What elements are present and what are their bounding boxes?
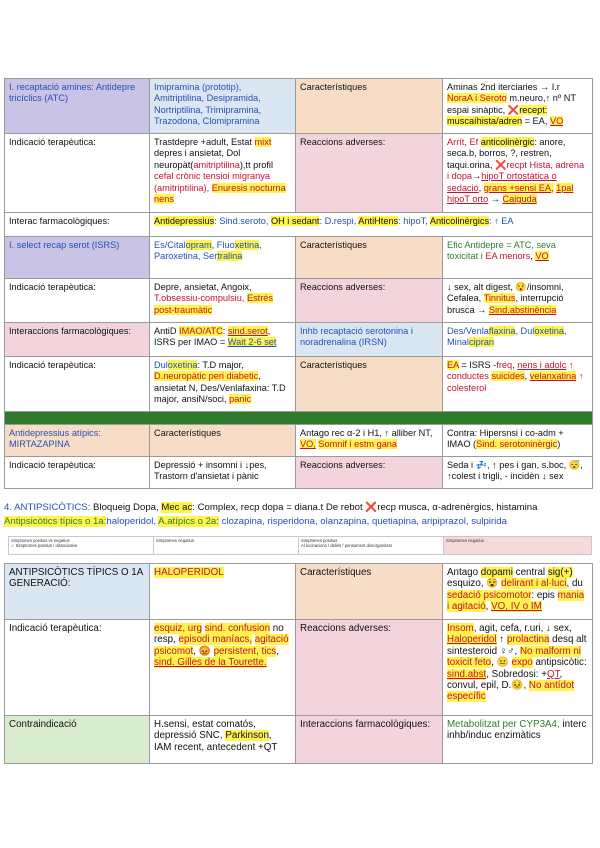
cell-irsn-drugs: Des/Venlaflaxina, Duloxetina, Minalcipran — [443, 323, 593, 357]
cell-contraindication: H.sensi, estat comatós, depressió SNC, Parkinson, IAM recent, antecedent +QT — [150, 716, 296, 764]
mini-cell-2: Simptomes negatius — [154, 537, 299, 554]
cell-atypical-indication-label: Indicació terapèutica: — [5, 457, 150, 489]
cell-irsn-characteristics: EA = ISRS -freq, nens i adolc ↑ conductes suicides, velanxatina ↑ colesterol — [443, 357, 593, 412]
table-antipsychotics — [4, 563, 592, 764]
cell-atc-adverse-label: Reaccions adverses: — [296, 134, 443, 213]
cell-isrs-adverse: ↓ sex, alt digest, 😯/insomni, Cefalea, Tinnitus, interrupció brusca → Sind.abstinència — [443, 279, 593, 323]
cell-atypical-label: Característiques — [150, 425, 296, 457]
cell-typical-interactions: Metabolitzat per CYP3A4, interc inhb/induc enzimàtics — [443, 716, 593, 764]
cell-typical-indication: esquiz, urg sind. confusion no resp, episodi maníacs, agitació psicomot, 😡 persistent, tics, sind. Gilles de la Tourette. — [150, 620, 296, 716]
cell-atypical-adverse: Seda i 💤, ↑ pes i gan, s.boc, 😴, ↑colest i trigli, - incidèn ↓ sex — [443, 457, 593, 489]
cell-typical-indication-label: Indicació terapèutica: — [5, 620, 150, 716]
cell-atypical-title: Antidepressius atípics: MIRTAZAPINA — [5, 425, 150, 457]
cell-typical-adverse-label: Reaccions adverses: — [296, 620, 443, 716]
cell-irsn-title: Inhb recaptació serotonina i noradrenalina (IRSN) — [296, 323, 443, 357]
cell-typical-label: Característiques — [296, 564, 443, 620]
cell-typical-characteristics: Antago dopami central sig(+) esquizo, 😵 delirant i al·luci, du sedació psicomotor: epis mania i agitació, VO, IV o IM — [443, 564, 593, 620]
cell-atc-interactions: Antidepressius: Sind.seroto, OH i sedant: D.respi, AntiHtens: hipoT, Anticolinèrgics: ↑ EA — [150, 213, 593, 237]
cell-irsn-indication: Duloxetina: T.D major, D.neuropàtic peri diabetic, ansietat N, Des/Venlafaxina: T.D major, ansiN/soci, panic — [150, 357, 296, 412]
cell-haloperidol: HALOPERIDOL — [150, 564, 296, 620]
cell-isrs-drugs: Es/Citalopram, Fluoxetina, Paroxetina, Sertralina — [150, 237, 296, 279]
cell-isrs-title: I. select recap serot (ISRS) — [5, 237, 150, 279]
section-antipsychotics-line1: 4. ANTIPSICÒTICS: Bloqueig Dopa, Mec ac: Complex, recp dopa = diana.t De rebot ❌recp musca, α-adrenèrgics, histamina — [4, 502, 538, 513]
cell-typical-interactions-label: Interaccions farmacològiques: — [296, 716, 443, 764]
cell-atypical-contra: Contra: Hipersnsi i co-adm + IMAO (Sind. serotoninèrgic) — [443, 425, 593, 457]
cell-atc-label: Característiques — [296, 79, 443, 134]
mini-symptom-table — [8, 536, 592, 555]
cell-irsn-label: Característiques — [296, 357, 443, 412]
cell-atc-characteristics: Aminas 2nd iterciaries → I.r NoraA i Seroto m.neuro,↑ nº NT espai sinàptic, ❌recept: muscaíhista/adren = EA, VO — [443, 79, 593, 134]
cell-atc-drugs: Imipramina (prototip), Amitriptilina, Desipramida, Nortriptilina, Trimipramina, Trazodona, Clomipramina — [150, 79, 296, 134]
cell-isrs-interactions: AntiD IMAO/ATC: sind.serot, ISRS per IMAO = Wait 2-6 set — [150, 323, 296, 357]
cell-isrs-label: Característiques — [296, 237, 443, 279]
cell-atypical-mechanism: Antago rec α-2 i H1, ↑ alliber NT, VO, Somnif i estm gana — [296, 425, 443, 457]
cell-isrs-adverse-label: Reaccions adverses: — [296, 279, 443, 323]
cell-isrs-characteristics: Efic Antidepre = ATC, seva toxicitat i EA menors, VO — [443, 237, 593, 279]
cell-atypical-adverse-label: Reaccions adverses: — [296, 457, 443, 489]
section-antipsychotics-line2: Antipsicòtics típics o 1a:haloperidol, A.atípics o 2a: clozapina, risperidona, olanzapina, quetiapina, aripiprazol, sulpirida — [4, 516, 507, 527]
mini-cell-1: Simptomes positius vs negatius ✓ Simptomes positius / dissociativa — [9, 537, 154, 554]
cell-atc-indication-label: Indicació terapèutica: — [5, 134, 150, 213]
cell-isrs-indication: Depre, ansietat, Angoix, T.obsessiu-compulsiu, Estrés post-traumàtic — [150, 279, 296, 323]
cell-atc-interactions-label: Interac farmacològiques: — [5, 213, 150, 237]
cell-atypical-indication: Depressió + insomni i ↓pes, Trastorn d'ansietat i pànic — [150, 457, 296, 489]
mini-cell-3: Simptomes positius Al·lucinacions / deliris / pensament desorganitzat — [299, 537, 444, 554]
cell-isrs-indication-label: Indicació terapèutica: — [5, 279, 150, 323]
cell-isrs-interactions-label: Interaccions farmacològiques: — [5, 323, 150, 357]
cell-atc-title: I. recaptació amines: Antidepre tricíclics (ATC) — [5, 79, 150, 134]
mini-cell-4: Simptomes negatius — [444, 537, 591, 554]
cell-atc-adverse: Arrít, Ef anticolinèrgic: anore, seca.b, borros, ?, restren, taqui.orina, ❌recpt Hista, adrena i dopa→hipoT ortostàtica o sedació, grans +sensi EA, 1pal hipoT orto → Caiguda — [443, 134, 593, 213]
table-antidepressants — [4, 78, 592, 489]
cell-contraindication-label: Contraindicació — [5, 716, 150, 764]
cell-atc-indication: Trastdepre +adult, Estat mixt depres i ansietat, Dol neuropàt(amitriptilina),tt profil cefal crònic tensioi migranya (amitriptilina), Enuresis nocturna nens — [150, 134, 296, 213]
cell-typical-title: ANTIPSICÒTICS TÍPICS O 1A GENERACIÓ: — [5, 564, 150, 620]
cell-irsn-indication-label: Indicació terapèutica: — [5, 357, 150, 412]
cell-typical-adverse: Insom, agit, cefa, r.uri, ↓ sex, Haloperidol ↑ prolactina desq alt sintesteroid ♀♂, No malform ni toxicit feto, 😐 expo antipsicòtic: sind.abst, Sobredosi: +QT, convul, epil, D.😣, No antídot específic — [443, 620, 593, 716]
section-divider — [5, 412, 593, 425]
